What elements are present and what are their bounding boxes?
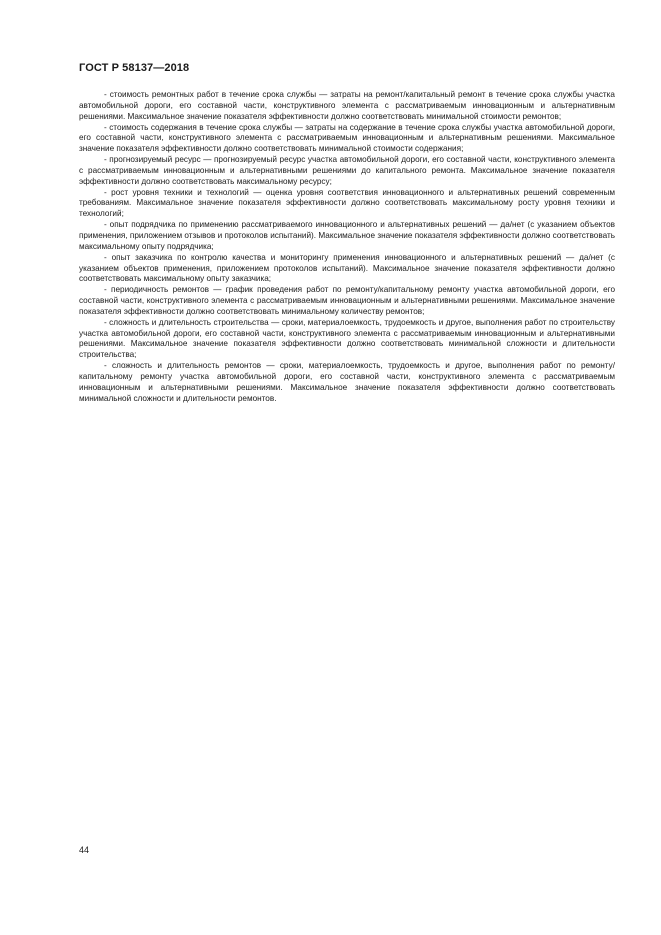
list-item: - сложность и длительность строительства — сроки, материалоемкость, трудоемкость и другое, выполнения работ по строительству участка автомобильной дороги, его составной части, конструктивного элемента с рассматриваемым инновационным и альтернативными решениями. Максимальное значение показателя эффективности должно соответствовать минимальной сложности и длительности строительства;	[79, 317, 615, 360]
page-number: 44	[79, 845, 90, 855]
list-item: - стоимость содержания в течение срока службы — затраты на содержание в течение срока службы участка автомобильной дороги, его составной части, конструктивного элемента с рассматриваемым инновационным и альтернативным решениями. Максимальное значение показателя эффективности должно соответствовать минимальной стоимости содержания;	[79, 122, 615, 154]
document-header: ГОСТ Р 58137—2018	[79, 62, 190, 74]
list-item: - стоимость ремонтных работ в течение срока службы — затраты на ремонт/капитальный ремонт в течение срока службы участка автомобильной дороги, его составной части, конструктивного элемента с рассматриваемым инновационным и альтернативным решениями. Максимальное значение показателя эффективности должно соответствовать минимальной стоимости ремонтов;	[79, 90, 615, 121]
list-item: - рост уровня техники и технологий — оценка уровня соответствия инновационного и альтернативных решений современным требованиям. Максимальное значение показателя эффективности должно соответствовать максимальному росту уровня техники и технологий;	[79, 187, 615, 219]
body-text	[79, 90, 615, 404]
list-item: - сложность и длительность ремонтов — сроки, материалоемкость, трудоемкость и другое, выполнения работ по ремонту/капитальному ремонту участка автомобильной дороги, его составной части, конструктивного элемента с рассматриваемым инновационным и альтернативными решениями. Максимальное значение показателя эффективности должно соответствовать минимальной сложности и длительности ремонтов.	[79, 361, 615, 403]
list-item: - периодичность ремонтов — график проведения работ по ремонту/капитальному ремонту участка автомобильной дороги, его составной части, конструктивного элемента с рассматриваемым инновационным и альтернативными решениями. Максимальное значение показателя эффективности должно соответствовать минимальному количеству ремонтов;	[79, 285, 615, 316]
list-item: - опыт подрядчика по применению рассматриваемого инновационного и альтернативных решений — да/нет (с указанием объектов применения, приложением отзывов и протоколов испытаний). Максимальное значение показателя эффективности должно соответствовать максимальному опыту подрядчика;	[79, 220, 615, 251]
list-item: - опыт заказчика по контролю качества и мониторингу применения инновационного и альтернативных решений — да/нет (с указанием объектов применения, приложением протоколов испытаний). Максимальное значение показателя эффективности должно соответствовать максимальному опыту заказчика;	[79, 252, 615, 284]
list-item: - прогнозируемый ресурс — прогнозируемый ресурс участка автомобильной дороги, его составной части, конструктивного элемента с рассматриваемым инновационным и альтернативными решениями до капитального ремонта. Максимальное значение показателя эффективности должно соответствовать максимальному ресурсу;	[79, 155, 615, 186]
